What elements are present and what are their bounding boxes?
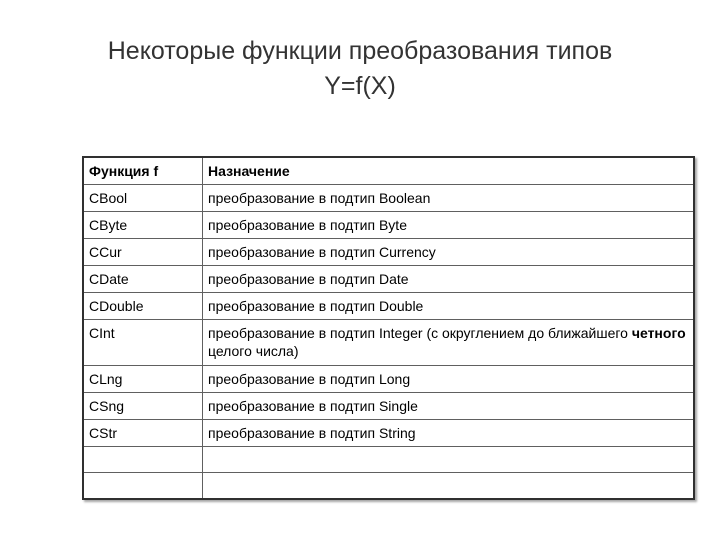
purpose-cell: преобразование в подтип Date bbox=[203, 266, 695, 293]
header-purpose: Назначение bbox=[203, 157, 695, 185]
function-cell: CByte bbox=[83, 212, 203, 239]
purpose-cell: преобразование в подтип Byte bbox=[203, 212, 695, 239]
table-header-row bbox=[83, 157, 694, 185]
table-row bbox=[83, 420, 694, 447]
function-cell: CStr bbox=[83, 420, 203, 447]
table-row bbox=[83, 293, 694, 320]
purpose-text-bold: четного bbox=[631, 325, 686, 341]
title-line-2: Y=f(X) bbox=[324, 72, 396, 100]
function-cell: CCur bbox=[83, 239, 203, 266]
function-cell: CDouble bbox=[83, 293, 203, 320]
page-title bbox=[0, 34, 720, 104]
purpose-cell bbox=[203, 320, 695, 366]
purpose-cell: преобразование в подтип Single bbox=[203, 393, 695, 420]
purpose-cell: преобразование в подтип Currency bbox=[203, 239, 695, 266]
empty-cell bbox=[203, 473, 695, 500]
empty-cell bbox=[83, 473, 203, 500]
purpose-cell: преобразование в подтип String bbox=[203, 420, 695, 447]
function-cell: CLng bbox=[83, 366, 203, 393]
table-row bbox=[83, 212, 694, 239]
table-row bbox=[83, 366, 694, 393]
title-line-1: Некоторые функции преобразования типов bbox=[107, 37, 613, 65]
function-cell: CSng bbox=[83, 393, 203, 420]
purpose-text-start: преобразование в подтип Integer (с округлением до ближайшего bbox=[208, 325, 632, 341]
empty-table-row bbox=[83, 447, 694, 473]
table-row bbox=[83, 393, 694, 420]
purpose-cell: преобразование в подтип Double bbox=[203, 293, 695, 320]
empty-table-row bbox=[83, 473, 694, 500]
function-cell: CDate bbox=[83, 266, 203, 293]
table-row bbox=[83, 320, 694, 366]
function-cell: CInt bbox=[83, 320, 203, 366]
header-function: Функция f bbox=[83, 157, 203, 185]
function-cell: CBool bbox=[83, 185, 203, 212]
empty-cell bbox=[83, 447, 203, 473]
table-row bbox=[83, 185, 694, 212]
purpose-text-end: целого числа) bbox=[208, 343, 299, 359]
purpose-cell: преобразование в подтип Boolean bbox=[203, 185, 695, 212]
conversion-functions-table bbox=[82, 156, 695, 500]
table-row bbox=[83, 239, 694, 266]
purpose-cell: преобразование в подтип Long bbox=[203, 366, 695, 393]
table-row bbox=[83, 266, 694, 293]
empty-cell bbox=[203, 447, 695, 473]
